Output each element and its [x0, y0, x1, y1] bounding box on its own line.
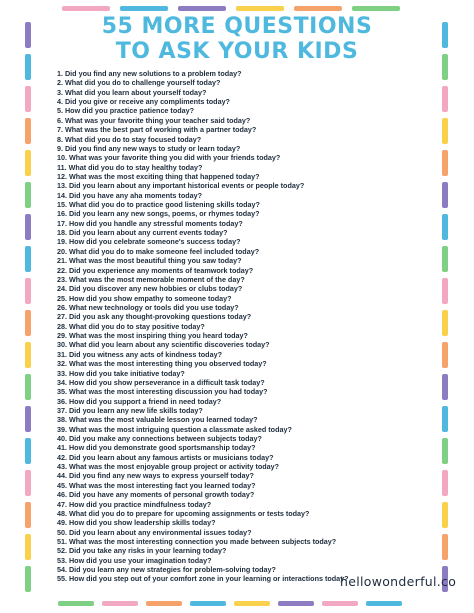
decorative-bar [442, 214, 448, 240]
question-item: 1. Did you find any new solutions to a problem today? [57, 69, 242, 78]
decorative-bar [25, 502, 31, 528]
decorative-bar [25, 246, 31, 272]
decorative-bar [25, 310, 31, 336]
question-item: 14. Did you have any aha moments today? [57, 190, 202, 200]
decorative-bar [442, 150, 448, 176]
question-item: 25. How did you show empathy to someone today? [57, 293, 232, 303]
decorative-bar [442, 310, 448, 336]
question-item: 22. Did you experience any moments of teamwork today? [57, 265, 254, 275]
decorative-bar [442, 182, 448, 208]
question-item: 4. Did you give or receive any compliments today? [57, 97, 230, 107]
decorative-bar [25, 566, 31, 592]
question-item: 2. What did you do to challenge yourself today? [57, 78, 221, 88]
decorative-bar [442, 502, 448, 528]
decorative-bar [25, 182, 31, 208]
question-item: 42. Did you learn about any famous artists or musicians today? [57, 452, 274, 462]
question-item: 29. What was the most inspiring thing you heard today? [57, 331, 248, 341]
decorative-bar [442, 470, 448, 496]
question-item: 34. How did you show perseverance in a difficult task today? [57, 377, 265, 387]
question-item: 5. How did you practice patience today? [57, 106, 194, 116]
decorative-bar [58, 601, 94, 606]
decorative-bar [294, 6, 342, 11]
question-item: 41. How did you demonstrate good sportsmanship today? [57, 443, 256, 453]
decorative-bar [234, 601, 270, 606]
question-item: 16. Did you learn any new songs, poems, or rhymes today? [57, 209, 260, 219]
decorative-bar [236, 6, 284, 11]
decorative-bar [442, 278, 448, 304]
decorative-bar [442, 534, 448, 560]
decorative-bar [278, 601, 314, 606]
question-item: 45. What was the most interesting fact you learned today? [57, 480, 256, 490]
question-item: 36. How did you support a friend in need today? [57, 396, 222, 406]
questions-list [57, 69, 427, 584]
question-item: 40. Did you make any connections between subjects today? [57, 434, 262, 444]
question-item: 26. What new technology or tools did you use today? [57, 302, 239, 312]
question-item: 10. What was your favorite thing you did with your friends today? [57, 153, 281, 163]
question-item: 50. Did you learn about any environmental issues today? [57, 527, 252, 537]
question-item: 9. Did you find any new ways to study or learn today? [57, 143, 241, 153]
decorative-bar [25, 278, 31, 304]
decorative-bar [322, 601, 358, 606]
decorative-bar [442, 342, 448, 368]
question-item: 6. What was your favorite thing your teacher said today? [57, 115, 251, 125]
question-item: 35. What was the most interesting discussion you had today? [57, 387, 268, 397]
question-item: 49. How did you show leadership skills today? [57, 518, 216, 528]
decorative-bar [442, 438, 448, 464]
decorative-bar [190, 601, 226, 606]
question-item: 19. How did you celebrate someone's success today? [57, 237, 241, 247]
question-item: 39. What was the most intriguing question a classmate asked today? [57, 424, 292, 434]
decorative-bar [442, 374, 448, 400]
decorative-bar [366, 601, 402, 606]
decorative-bar [178, 6, 226, 11]
question-item: 11. What did you do to stay healthy today? [57, 162, 203, 172]
question-item: 27. Did you ask any thought-provoking questions today? [57, 312, 252, 322]
question-item: 24. Did you discover any new hobbies or clubs today? [57, 284, 243, 294]
question-item: 28. What did you do to stay positive today? [57, 321, 205, 331]
decorative-bar [62, 6, 110, 11]
question-item: 13. Did you learn about any important historical events or people today? [57, 181, 305, 191]
question-item: 38. What was the most valuable lesson you learned today? [57, 415, 258, 425]
question-item: 21. What was the most beautiful thing you saw today? [57, 256, 242, 266]
decorative-bar [442, 86, 448, 112]
decorative-bar [442, 118, 448, 144]
question-item: 23. What was the most memorable moment of the day? [57, 274, 245, 284]
question-item: 8. What did you do to stay focused today? [57, 134, 202, 144]
decorative-bar [25, 214, 31, 240]
decorative-bar [25, 470, 31, 496]
question-item: 17. How did you handle any stressful moments today? [57, 218, 243, 228]
decorative-bar [25, 374, 31, 400]
decorative-bar [102, 601, 138, 606]
question-item: 51. What was the most interesting connection you made between subjects today? [57, 536, 337, 546]
decorative-bar [25, 438, 31, 464]
question-item: 55. How did you step out of your comfort zone in your learning or interactions today? [57, 574, 349, 584]
question-item: 37. Did you learn any new life skills today? [57, 405, 203, 415]
question-item: 32. What was the most interesting thing you observed today? [57, 359, 267, 369]
question-item: 18. Did you learn about any current events today? [57, 228, 228, 238]
question-item: 12. What was the most exciting thing that happened today? [57, 171, 260, 181]
question-item: 15. What did you do to practice good listening skills today? [57, 200, 260, 210]
website-credit: hellowonderful.co [340, 574, 457, 589]
decorative-bar [25, 150, 31, 176]
decorative-bar [442, 406, 448, 432]
question-item: 48. What did you do to prepare for upcoming assignments or tests today? [57, 508, 310, 518]
question-item: 7. What was the best part of working with a partner today? [57, 125, 257, 135]
decorative-bar [25, 86, 31, 112]
question-item: 52. Did you take any risks in your learning today? [57, 546, 227, 556]
decorative-bar [146, 601, 182, 606]
decorative-bar [25, 406, 31, 432]
page-title-line-1: 55 MORE QUESTIONS [101, 14, 373, 39]
page-title-line-2: TO ASK YOUR KIDS [115, 39, 359, 64]
question-item: 44. Did you find any new ways to express yourself today? [57, 471, 254, 481]
decorative-bar [120, 6, 168, 11]
question-item: 3. What did you learn about yourself today? [57, 87, 207, 97]
question-item: 30. What did you learn about any scientific discoveries today? [57, 340, 270, 350]
question-item: 31. Did you witness any acts of kindness today? [57, 349, 222, 359]
decorative-bar [442, 246, 448, 272]
question-item: 54. Did you learn any new strategies for problem-solving today? [57, 565, 276, 575]
decorative-bar [352, 6, 400, 11]
question-item: 33. How did you take initiative today? [57, 368, 185, 378]
decorative-bar [25, 534, 31, 560]
question-item: 20. What did you do to make someone feel included today? [57, 246, 260, 256]
question-item: 47. How did you practice mindfulness today? [57, 499, 212, 509]
question-item: 46. Did you have any moments of personal growth today? [57, 490, 255, 500]
decorative-bar [25, 118, 31, 144]
question-item: 53. How did you use your imagination today? [57, 555, 212, 565]
decorative-bar [25, 342, 31, 368]
question-item: 43. What was the most enjoyable group project or activity today? [57, 462, 280, 472]
